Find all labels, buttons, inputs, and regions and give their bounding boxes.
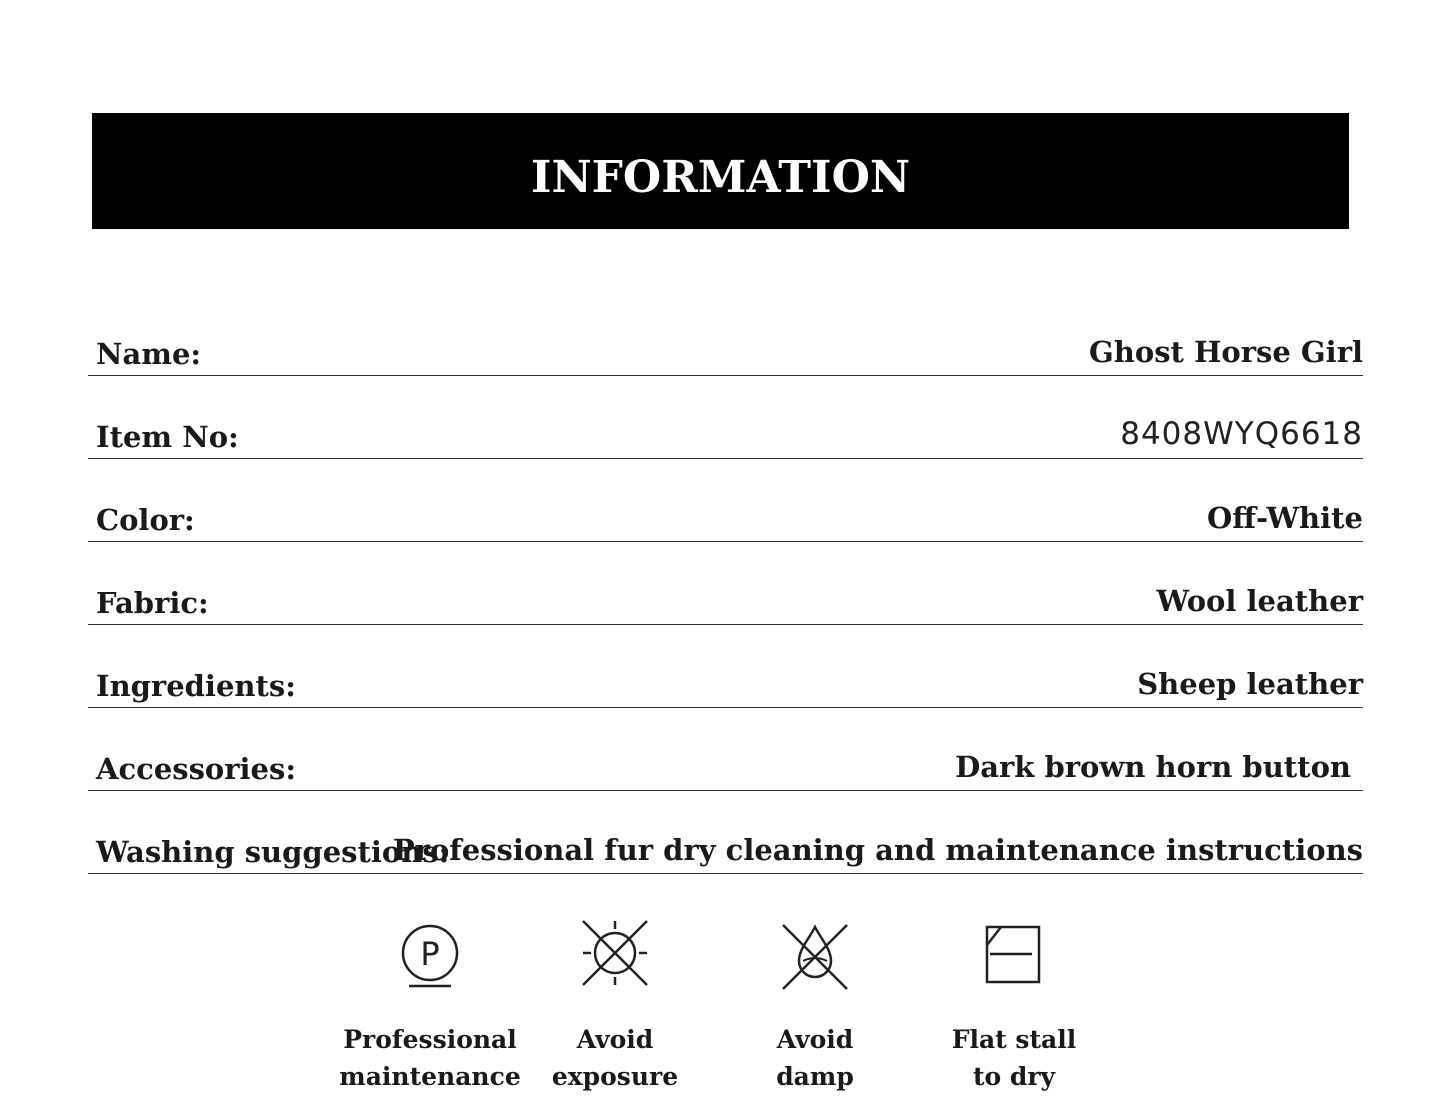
row-label: Name: <box>96 337 202 371</box>
flat-dry-icon <box>974 915 1054 995</box>
care-label-line: Professional <box>343 1025 517 1054</box>
row-label: Item No: <box>96 420 239 454</box>
care-label <box>914 1021 1114 1095</box>
care-label-line: exposure <box>551 1062 679 1091</box>
care-item-damp <box>715 915 915 1095</box>
care-item-flat-dry <box>914 915 1114 1095</box>
row-value: Dark brown horn button <box>955 750 1351 784</box>
care-item-exposure <box>515 915 715 1095</box>
row-value: Off-White <box>1206 501 1363 535</box>
care-label-line: damp <box>776 1062 854 1091</box>
info-row-color <box>88 459 1363 542</box>
avoid-damp-icon <box>775 915 855 995</box>
info-row-ingredients <box>88 625 1363 708</box>
row-value: Wool leather <box>1156 584 1363 618</box>
row-label: Accessories: <box>96 752 297 786</box>
care-instructions <box>0 915 1445 1105</box>
row-value: Professional fur dry cleaning and maintenance instructions <box>392 833 1363 867</box>
page-title: INFORMATION <box>530 151 911 203</box>
header-banner <box>92 113 1349 229</box>
info-row-fabric <box>88 542 1363 625</box>
row-label: Washing suggestions: <box>96 835 450 869</box>
care-label <box>330 1021 530 1095</box>
care-item-professional <box>330 915 530 1095</box>
professional-cleaning-p-icon <box>390 915 470 995</box>
info-table <box>88 318 1363 874</box>
care-label-line: Flat stall <box>951 1025 1077 1054</box>
info-row-accessories <box>88 708 1363 791</box>
care-label-line: to dry <box>972 1062 1056 1091</box>
p-symbol: P <box>420 935 440 973</box>
info-row-name <box>88 318 1363 376</box>
info-row-washing <box>88 791 1363 874</box>
row-value: Ghost Horse Girl <box>1089 335 1363 369</box>
row-label: Fabric: <box>96 586 209 620</box>
care-label <box>715 1021 915 1095</box>
care-label-line: Avoid <box>776 1025 854 1054</box>
row-label: Ingredients: <box>96 669 296 703</box>
row-value: Sheep leather <box>1137 667 1363 701</box>
care-label-line: maintenance <box>339 1062 521 1091</box>
info-row-item-no <box>88 376 1363 459</box>
avoid-sun-exposure-icon <box>575 915 655 995</box>
row-label: Color: <box>96 503 195 537</box>
care-label-line: Avoid <box>576 1025 654 1054</box>
row-value: 8408WYQ6618 <box>1120 416 1363 452</box>
care-label <box>515 1021 715 1095</box>
